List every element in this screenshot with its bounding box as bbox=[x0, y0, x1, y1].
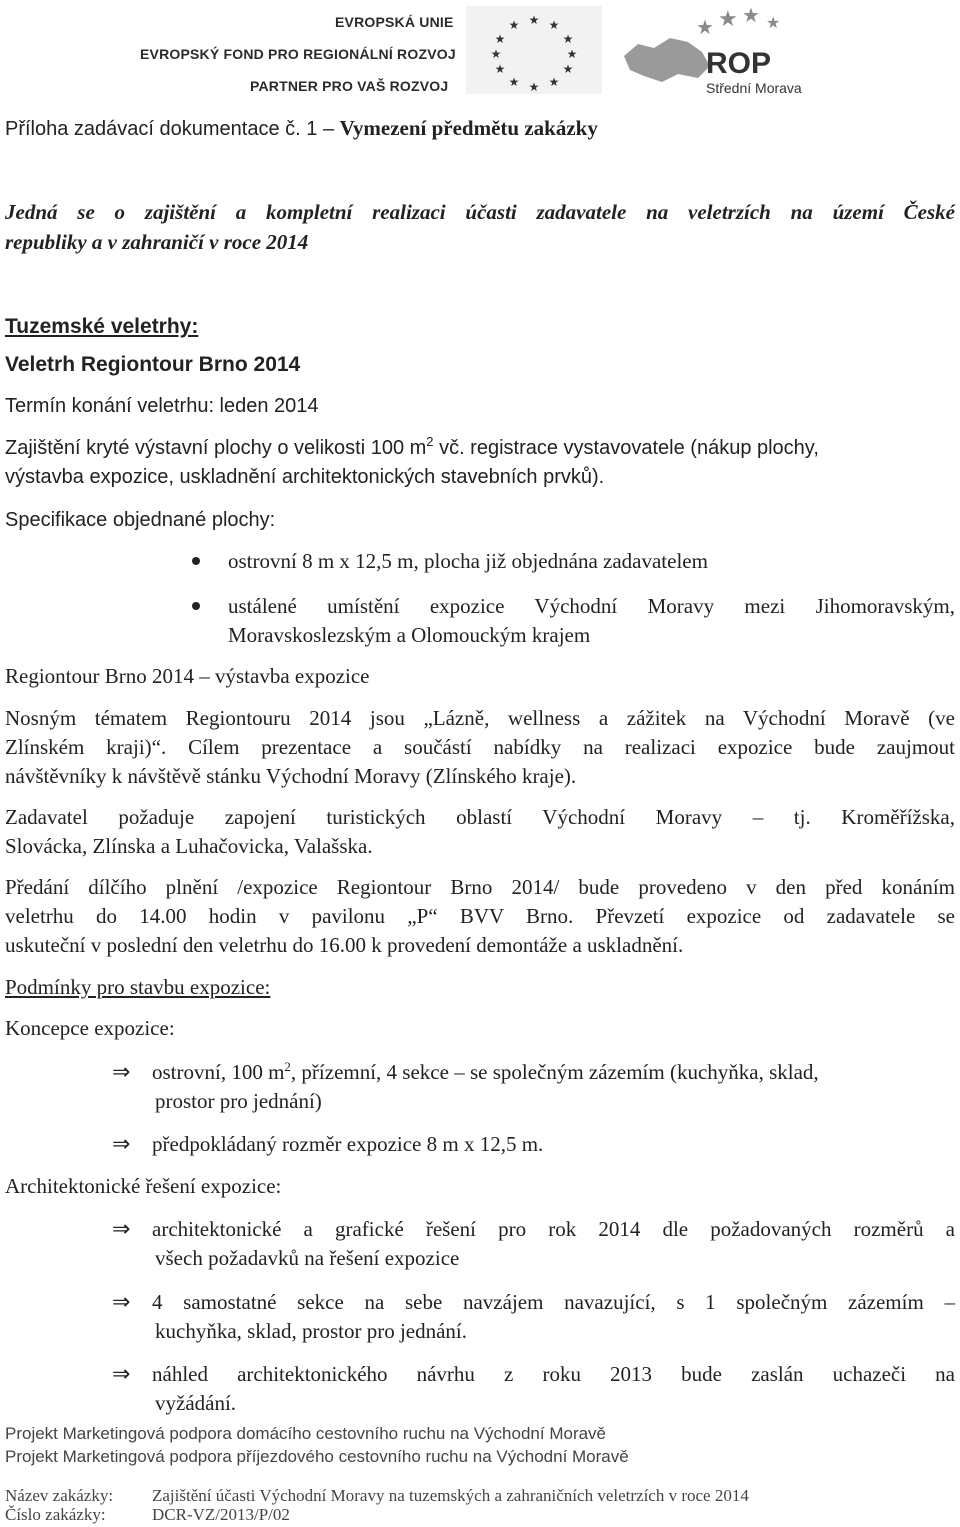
annex-title-line bbox=[5, 114, 598, 144]
concept-item-1 bbox=[152, 1058, 955, 1087]
footer-contract-name-value: Zajištění účasti Východní Moravy na tuzemských a zahraničních veletrzích v roce 2014 bbox=[152, 1486, 749, 1505]
theme-line-2: Zlínském kraji)“. Cílem prezentace a součástí nabídky na realizaci expozice bude zaujmout bbox=[5, 735, 955, 759]
theme-line-3: návštěvníky k návštěvě stánku Východní Moravy (Zlínského kraje). bbox=[5, 764, 577, 788]
rop-title: ROP bbox=[706, 47, 772, 80]
arch-item-3-line-2: vyžádání. bbox=[155, 1391, 237, 1415]
eu-line-1: EVROPSKÁ UNIE bbox=[335, 14, 454, 30]
intro-line-1: Jedná se o zajištění a kompletní realizaci účasti zadavatele na veletrzích na území České bbox=[5, 200, 955, 224]
svg-text:★: ★ bbox=[548, 18, 560, 32]
handover-line-2: veletrhu do 14.00 hodin v pavilonu „P“ BVV Brno. Převzetí expozice od zadavatele se bbox=[5, 904, 955, 928]
svg-text:★: ★ bbox=[490, 47, 502, 61]
arrow-right-icon: ⇒ bbox=[112, 1362, 131, 1387]
footer-contract-no-value: DCR-VZ/2013/P/02 bbox=[152, 1505, 290, 1524]
eu-line-2: EVROPSKÝ FOND PRO REGIONÁLNÍ ROZVOJ bbox=[140, 46, 456, 62]
arrow-right-icon: ⇒ bbox=[112, 1290, 131, 1315]
rop-subtitle: Střední Morava bbox=[706, 80, 802, 96]
svg-text:★: ★ bbox=[742, 4, 760, 27]
footer-contract-no-label: Číslo zakázky: bbox=[5, 1505, 106, 1524]
svg-text:★: ★ bbox=[766, 13, 781, 32]
arch-item-3-line-1: náhled architektonického návrhu z roku 2013 bude zaslán uchazeči na bbox=[152, 1362, 955, 1386]
eu-logo-block bbox=[140, 8, 460, 98]
eu-stars-icon bbox=[466, 6, 602, 94]
eu-line-3: PARTNER PRO VAŠ ROZVOJ bbox=[250, 78, 449, 94]
arrow-right-icon: ⇒ bbox=[112, 1217, 131, 1242]
space-line-2: výstavba expozice, uskladnění architektonických stavebních prvků). bbox=[5, 466, 605, 488]
space-line-1b: vč. registrace vystavovatele (nákup plochy, bbox=[433, 437, 819, 459]
arch-item-1-line-1: architektonické a grafické řešení pro rok 2014 dle požadovaných rozměrů a bbox=[152, 1217, 955, 1241]
build-heading: Regiontour Brno 2014 – výstavba expozice bbox=[5, 664, 370, 688]
concept-item-1-line-2: prostor pro jednání) bbox=[155, 1089, 322, 1113]
arch-item-1-line-2: všech požadavků na řešení expozice bbox=[155, 1246, 460, 1270]
theme-line-1: Nosným tématem Regiontouru 2014 jsou „Lázně, wellness a zážitek na Východní Moravě (ve bbox=[5, 706, 955, 730]
requirement-line-1: Zadavatel požaduje zapojení turistických oblastí Východní Moravy – tj. Kroměřížska, bbox=[5, 805, 955, 829]
handover-line-3: uskuteční v poslední den veletrhu do 16.00 k provedení demontáže a uskladnění. bbox=[5, 933, 684, 957]
spec-heading: Specifikace objednané plochy: bbox=[5, 509, 276, 531]
arch-heading: Architektonické řešení expozice: bbox=[5, 1174, 282, 1198]
svg-text:★: ★ bbox=[718, 7, 738, 32]
svg-text:★: ★ bbox=[566, 47, 578, 61]
footer-contract-name-label: Název zakázky: bbox=[5, 1486, 114, 1505]
fair-date: Termín konání veletrhu: leden 2014 bbox=[5, 395, 319, 417]
handover-line-1: Předání dílčího plnění /expozice Regiontour Brno 2014/ bude provedeno v den před konáním bbox=[5, 875, 955, 899]
space-sup: 2 bbox=[426, 434, 434, 449]
eu-flag-icon bbox=[466, 6, 602, 94]
footer-project-1: Projekt Marketingová podpora domácího cestovního ruchu na Východní Moravě bbox=[5, 1424, 607, 1443]
svg-text:★: ★ bbox=[508, 18, 520, 32]
svg-text:★: ★ bbox=[528, 80, 540, 94]
domestic-heading: Tuzemské veletrhy: bbox=[5, 315, 199, 338]
rop-logo bbox=[618, 4, 818, 100]
svg-text:★: ★ bbox=[562, 32, 574, 46]
spec-bullet-1: ostrovní 8 m x 12,5 m, plocha již objednána zadavatelem bbox=[228, 549, 708, 573]
intro-line-2: republiky a v zahraničí v roce 2014 bbox=[5, 230, 309, 254]
svg-text:★: ★ bbox=[508, 75, 520, 89]
svg-text:★: ★ bbox=[562, 62, 574, 76]
concept-item-1-sup: 2 bbox=[284, 1059, 291, 1074]
concept-heading: Koncepce expozice: bbox=[5, 1016, 175, 1040]
svg-text:★: ★ bbox=[494, 32, 506, 46]
arch-item-2-line-1: 4 samostatné sekce na sebe navzájem navazující, s 1 společným zázemím – bbox=[152, 1290, 955, 1314]
bullet-dot bbox=[192, 602, 200, 610]
concept-item-1b: , přízemní, 4 sekce – se společným zázemím (kuchyňka, sklad, bbox=[290, 1060, 819, 1084]
concept-item-2: předpokládaný rozměr expozice 8 m x 12,5 m. bbox=[152, 1132, 544, 1156]
space-line-1a: Zajištění kryté výstavní plochy o velikosti 100 m bbox=[5, 437, 427, 459]
annex-prefix: Příloha zadávací dokumentace č. 1 – bbox=[5, 118, 340, 140]
footer-project-2: Projekt Marketingová podpora příjezdového cestovního ruchu na Východní Moravě bbox=[5, 1447, 629, 1466]
concept-item-1a: ostrovní, 100 m bbox=[152, 1060, 285, 1084]
space-line-1 bbox=[5, 434, 955, 463]
conditions-heading: Podmínky pro stavbu expozice: bbox=[5, 975, 271, 999]
spec-bullet-2-line-2: Moravskoslezským a Olomouckým krajem bbox=[228, 623, 591, 647]
arrow-right-icon: ⇒ bbox=[112, 1132, 131, 1157]
annex-title: Vymezení předmětu zakázky bbox=[339, 116, 598, 140]
svg-text:★: ★ bbox=[696, 15, 714, 39]
svg-text:★: ★ bbox=[494, 62, 506, 76]
svg-text:★: ★ bbox=[528, 13, 540, 27]
arrow-right-icon: ⇒ bbox=[112, 1060, 131, 1085]
arch-item-2-line-2: kuchyňka, sklad, prostor pro jednání. bbox=[155, 1319, 468, 1343]
spec-bullet-2-line-1: ustálené umístění expozice Východní Moravy mezi Jihomoravským, bbox=[228, 594, 955, 618]
fair-name: Veletrh Regiontour Brno 2014 bbox=[5, 353, 301, 376]
bullet-dot bbox=[192, 557, 200, 565]
svg-text:★: ★ bbox=[548, 75, 560, 89]
requirement-line-2: Slovácka, Zlínska a Luhačovicka, Valašska. bbox=[5, 834, 373, 858]
